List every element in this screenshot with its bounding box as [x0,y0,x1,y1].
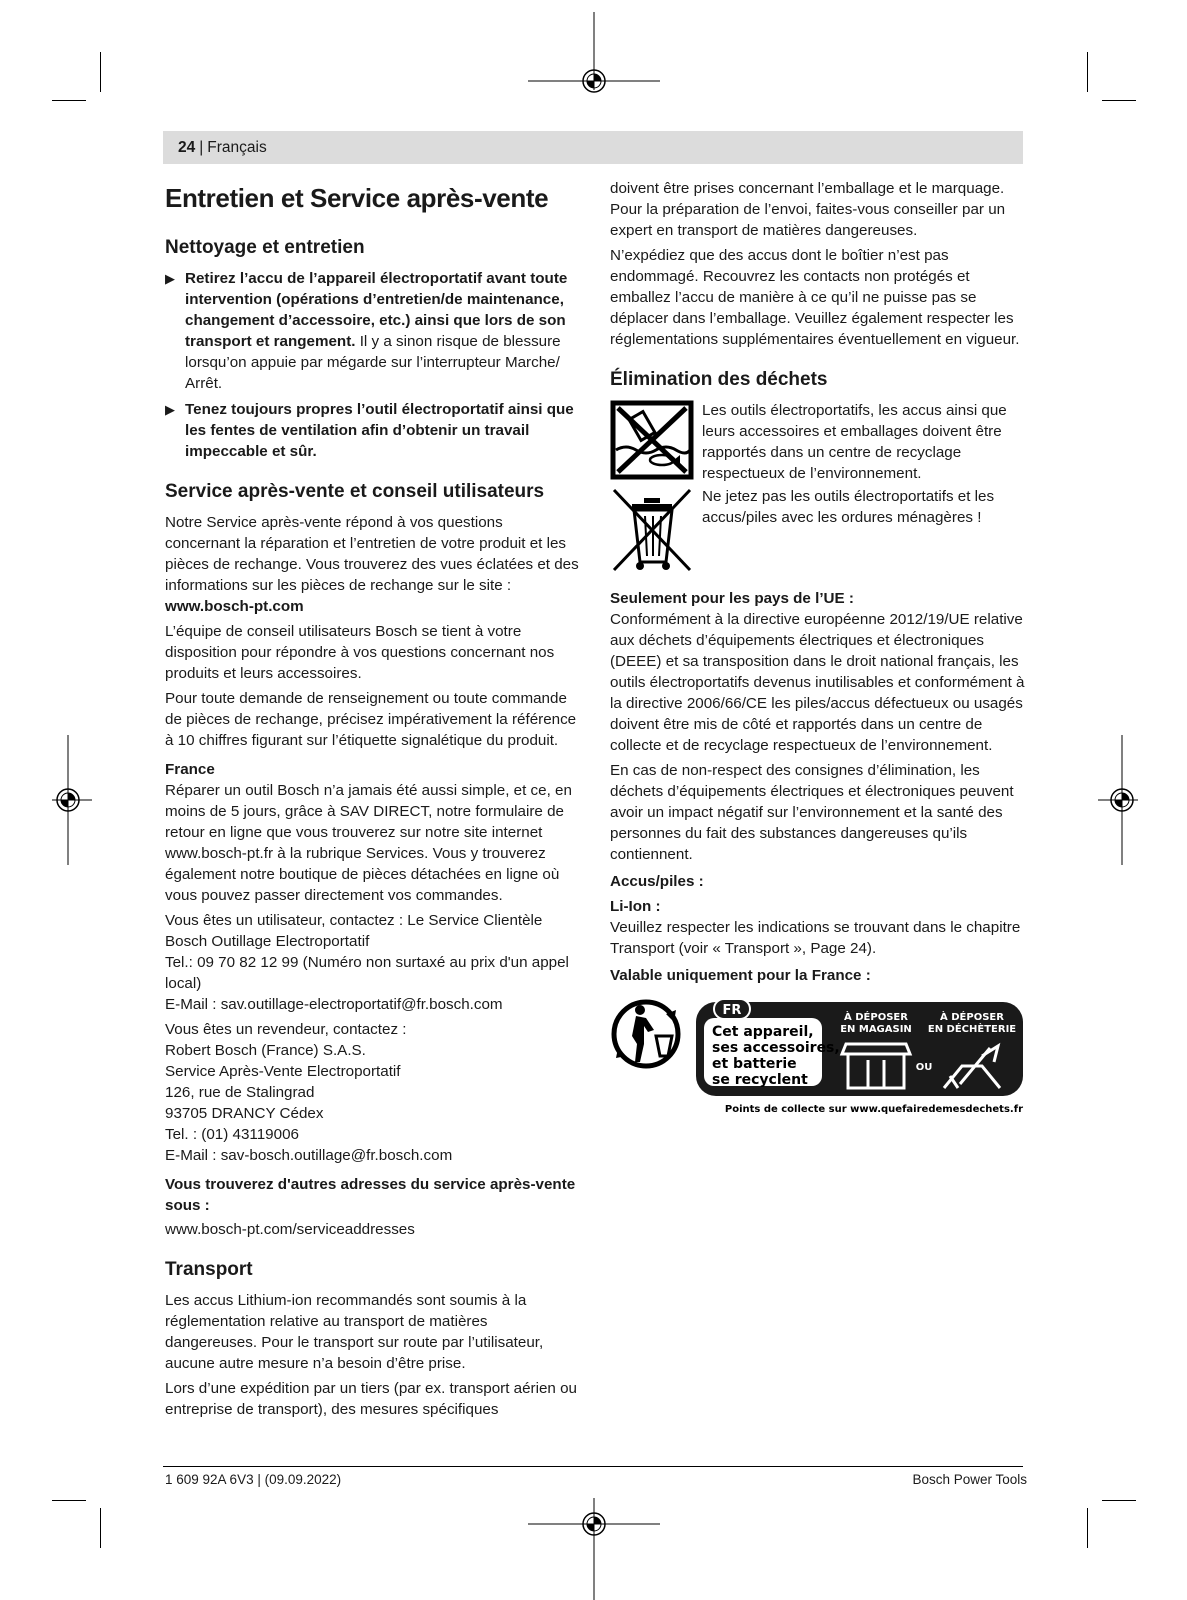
header-separator: | [199,139,204,156]
right-column [610,178,1027,1122]
triman-icon [614,1002,678,1066]
triangle-bullet-icon: ▶ [165,402,175,417]
crop-mark [52,1500,86,1501]
or-label: OU [915,1062,933,1073]
contact-line: Service Après-Vente Electroportatif [165,1063,401,1080]
paragraph: Pour toute demande de renseignement ou toute commande de pièces de rechange, précisez impérativement la référence à 10 chiffres figurant sur l’étiquette signalétique du produit. [165,690,577,749]
paragraph: Notre Service après-vente répond à vos questions concernant la réparation et l’entretien de votre produit et les pièces de rechange. Vous trouverez des vues éclatées et des informations sur les pièces de rechange sur le site : [165,514,579,594]
bullet-bold-text: Retirez l’accu de l’appareil électroportatif avant toute intervention (opérations d’entretien/de maintenance, changement d’accessoire, etc.) ainsi que lors de son transport et rangement. [185,270,568,350]
triman-line: Cet appareil, [712,1024,814,1040]
paragraph: En cas de non-respect des consignes d’élimination, les déchets d’équipements électriques et électroniques peuvent avoir un impact négatif sur l’environnement et la santé des personnes du fait des substances dangereuses qu’ils contiennent. [610,762,1014,863]
crop-mark [52,100,86,101]
heading-cleaning: Nettoyage et entretien [165,237,365,258]
dump-label: EN DÉCHÈTERIE [927,1024,1017,1035]
registration-mark-icon [528,12,660,132]
contact-line: Tel.: 09 70 82 12 99 (Numéro non surtaxé au prix d'un appel local) [165,954,569,992]
paragraph: Réparer un outil Bosch n’a jamais été aussi simple, et ce, en moins de 5 jours, grâce à SAV DIRECT, notre formulaire de retour en ligne que vous trouverez sur notre site internet www.bosch-pt.fr à la rubrique Services. Vous y trouverez également notre boutique de pièces détachées en ligne où vous pouvez passer directement vos commandes. [165,782,572,904]
footer-doc-number: 1 609 92A 6V3 | (09.09.2022) [165,1472,342,1487]
crop-mark [1087,52,1088,92]
paragraph: Conformément à la directive européenne 2012/19/UE relative aux déchets d’équipements électriques et électroniques (DEEE) et sa transposition dans le droit national français, les outils électroportatifs devenus inutilisables et conformément à la directive 2006/66/CE les piles/accus défectueux ou usagés doivent être mis de côté et rapportés dans un centre de collecte et de recyclage respectueux de l’environnement. [610,611,1025,754]
recycling-notice [610,400,1027,484]
list-item [165,268,580,394]
paragraph: Lors d’une expédition par un tiers (par ex. transport aérien ou entreprise de transport), des mesures spécifiques [165,1380,577,1418]
page-header [163,131,1023,164]
paragraph: doivent être prises concernant l’emballage et le marquage. Pour la préparation de l’envoi, faites-vous conseiller par un expert en transport de matières dangereuses. [610,180,1006,239]
bin-notice [610,486,1027,574]
footer-brand: Bosch Power Tools [912,1472,1027,1487]
more-addresses-label: Vous trouverez d'autres adresses du service après-vente sous : [165,1176,576,1214]
crossed-bin-icon [610,486,694,574]
heading-disposal: Élimination des déchets [610,369,828,390]
crop-mark [1102,1500,1136,1501]
store-label: EN MAGASIN [840,1024,912,1035]
paragraph: Les accus Lithium-ion recommandés sont soumis à la réglementation relative au transport de matières dangereuses. Pour le transport sur route par l’utilisateur, aucune autre mesure n’a besoin d’être prise. [165,1292,544,1372]
more-addresses-link[interactable]: www.bosch-pt.com/serviceaddresses [165,1221,415,1238]
bullet-bold-text: Tenez toujours propres l’outil électroportatif ainsi que les fentes de ventilation afin d’obtenir un travail impeccable et sûr. [185,401,574,460]
header-language: Français [207,139,267,156]
eu-label: Seulement pour les pays de l’UE : [610,590,854,607]
crop-mark [100,52,101,92]
left-column [165,178,580,1424]
user-contact [165,910,580,1015]
paragraph: N’expédiez que des accus dont le boîtier n’est pas endommagé. Recouvrez les contacts non protégés et emballez l’accu de manière à ce qu’il ne puisse pas se déplacer dans l’emballage. Veuillez également respecter les réglementations supplémentaires éventuellement en vigueur. [610,247,1020,348]
website-link[interactable]: www.bosch-pt.com [165,598,304,615]
contact-line: Robert Bosch (France) S.A.S. [165,1042,366,1059]
heading-transport: Transport [165,1259,253,1280]
paragraph: L’équipe de conseil utilisateurs Bosch se tient à votre disposition pour répondre à vos questions concernant nos produits et leurs accessoires. [165,623,555,682]
liion-label: Li-Ion : [610,898,661,915]
recycling-text: Les outils électroportatifs, les accus ainsi que leurs accessoires et emballages doivent être rapportés dans un centre de recyclage respectueux de l’environnement. [702,402,1007,482]
heading-service: Service après-vente et conseil utilisateurs [165,481,545,502]
contact-line: 93705 DRANCY Cédex [165,1105,324,1122]
contact-line: Tel. : (01) 43119006 [165,1126,299,1143]
registration-mark-icon [52,735,92,865]
collect-points-text: Points de collecte sur www.quefairedemesdechets.fr [724,1104,1023,1115]
contact-line: 126, rue de Stalingrad [165,1084,315,1101]
footer-divider [163,1466,1023,1467]
france-only-label: Valable uniquement pour la France : [610,967,871,984]
contact-line: Vous êtes un utilisateur, contactez : Le Service Clientèle Bosch Outillage Electroportatif [165,912,543,950]
registration-mark-icon [1098,735,1138,865]
bullet-text: Il y a sinon risque de blessure lorsqu’on appuie par mégarde sur l’interrupteur Marche/ Arrêt. [185,333,561,392]
triman-info-tri-logo [610,996,1027,1116]
triman-line: se recyclent [712,1072,808,1088]
no-dumping-icon [610,400,694,480]
contact-email[interactable]: E-Mail : sav.outillage-electroportatif@fr.bosch.com [165,996,503,1013]
crop-mark [1087,1508,1088,1548]
paragraph: Veuillez respecter les indications se trouvant dans le chapitre Transport (voir « Transport », Page 24). [610,919,1021,957]
contact-line: Vous êtes un revendeur, contactez : [165,1021,407,1038]
store-label: À DÉPOSER [844,1012,908,1023]
accus-label: Accus/piles : [610,873,704,890]
triman-line: et batterie [712,1056,797,1072]
crop-mark [100,1508,101,1548]
section-title: Entretien et Service après-vente [165,183,549,213]
bin-text: Ne jetez pas les outils électroportatifs et les accus/piles avec les ordures ménagères ! [702,488,995,526]
list-item [165,399,580,462]
crop-mark [1102,100,1136,101]
france-label: France [165,761,215,778]
registration-mark-icon [528,1488,660,1600]
dump-label: À DÉPOSER [940,1012,1004,1023]
triman-country: FR [722,1003,742,1018]
triman-line: ses accessoires, [712,1040,840,1056]
contact-email[interactable]: E-Mail : sav-bosch.outillage@fr.bosch.com [165,1147,453,1164]
triangle-bullet-icon: ▶ [165,271,175,286]
page-number: 24 [178,139,196,156]
dealer-contact [165,1019,580,1166]
